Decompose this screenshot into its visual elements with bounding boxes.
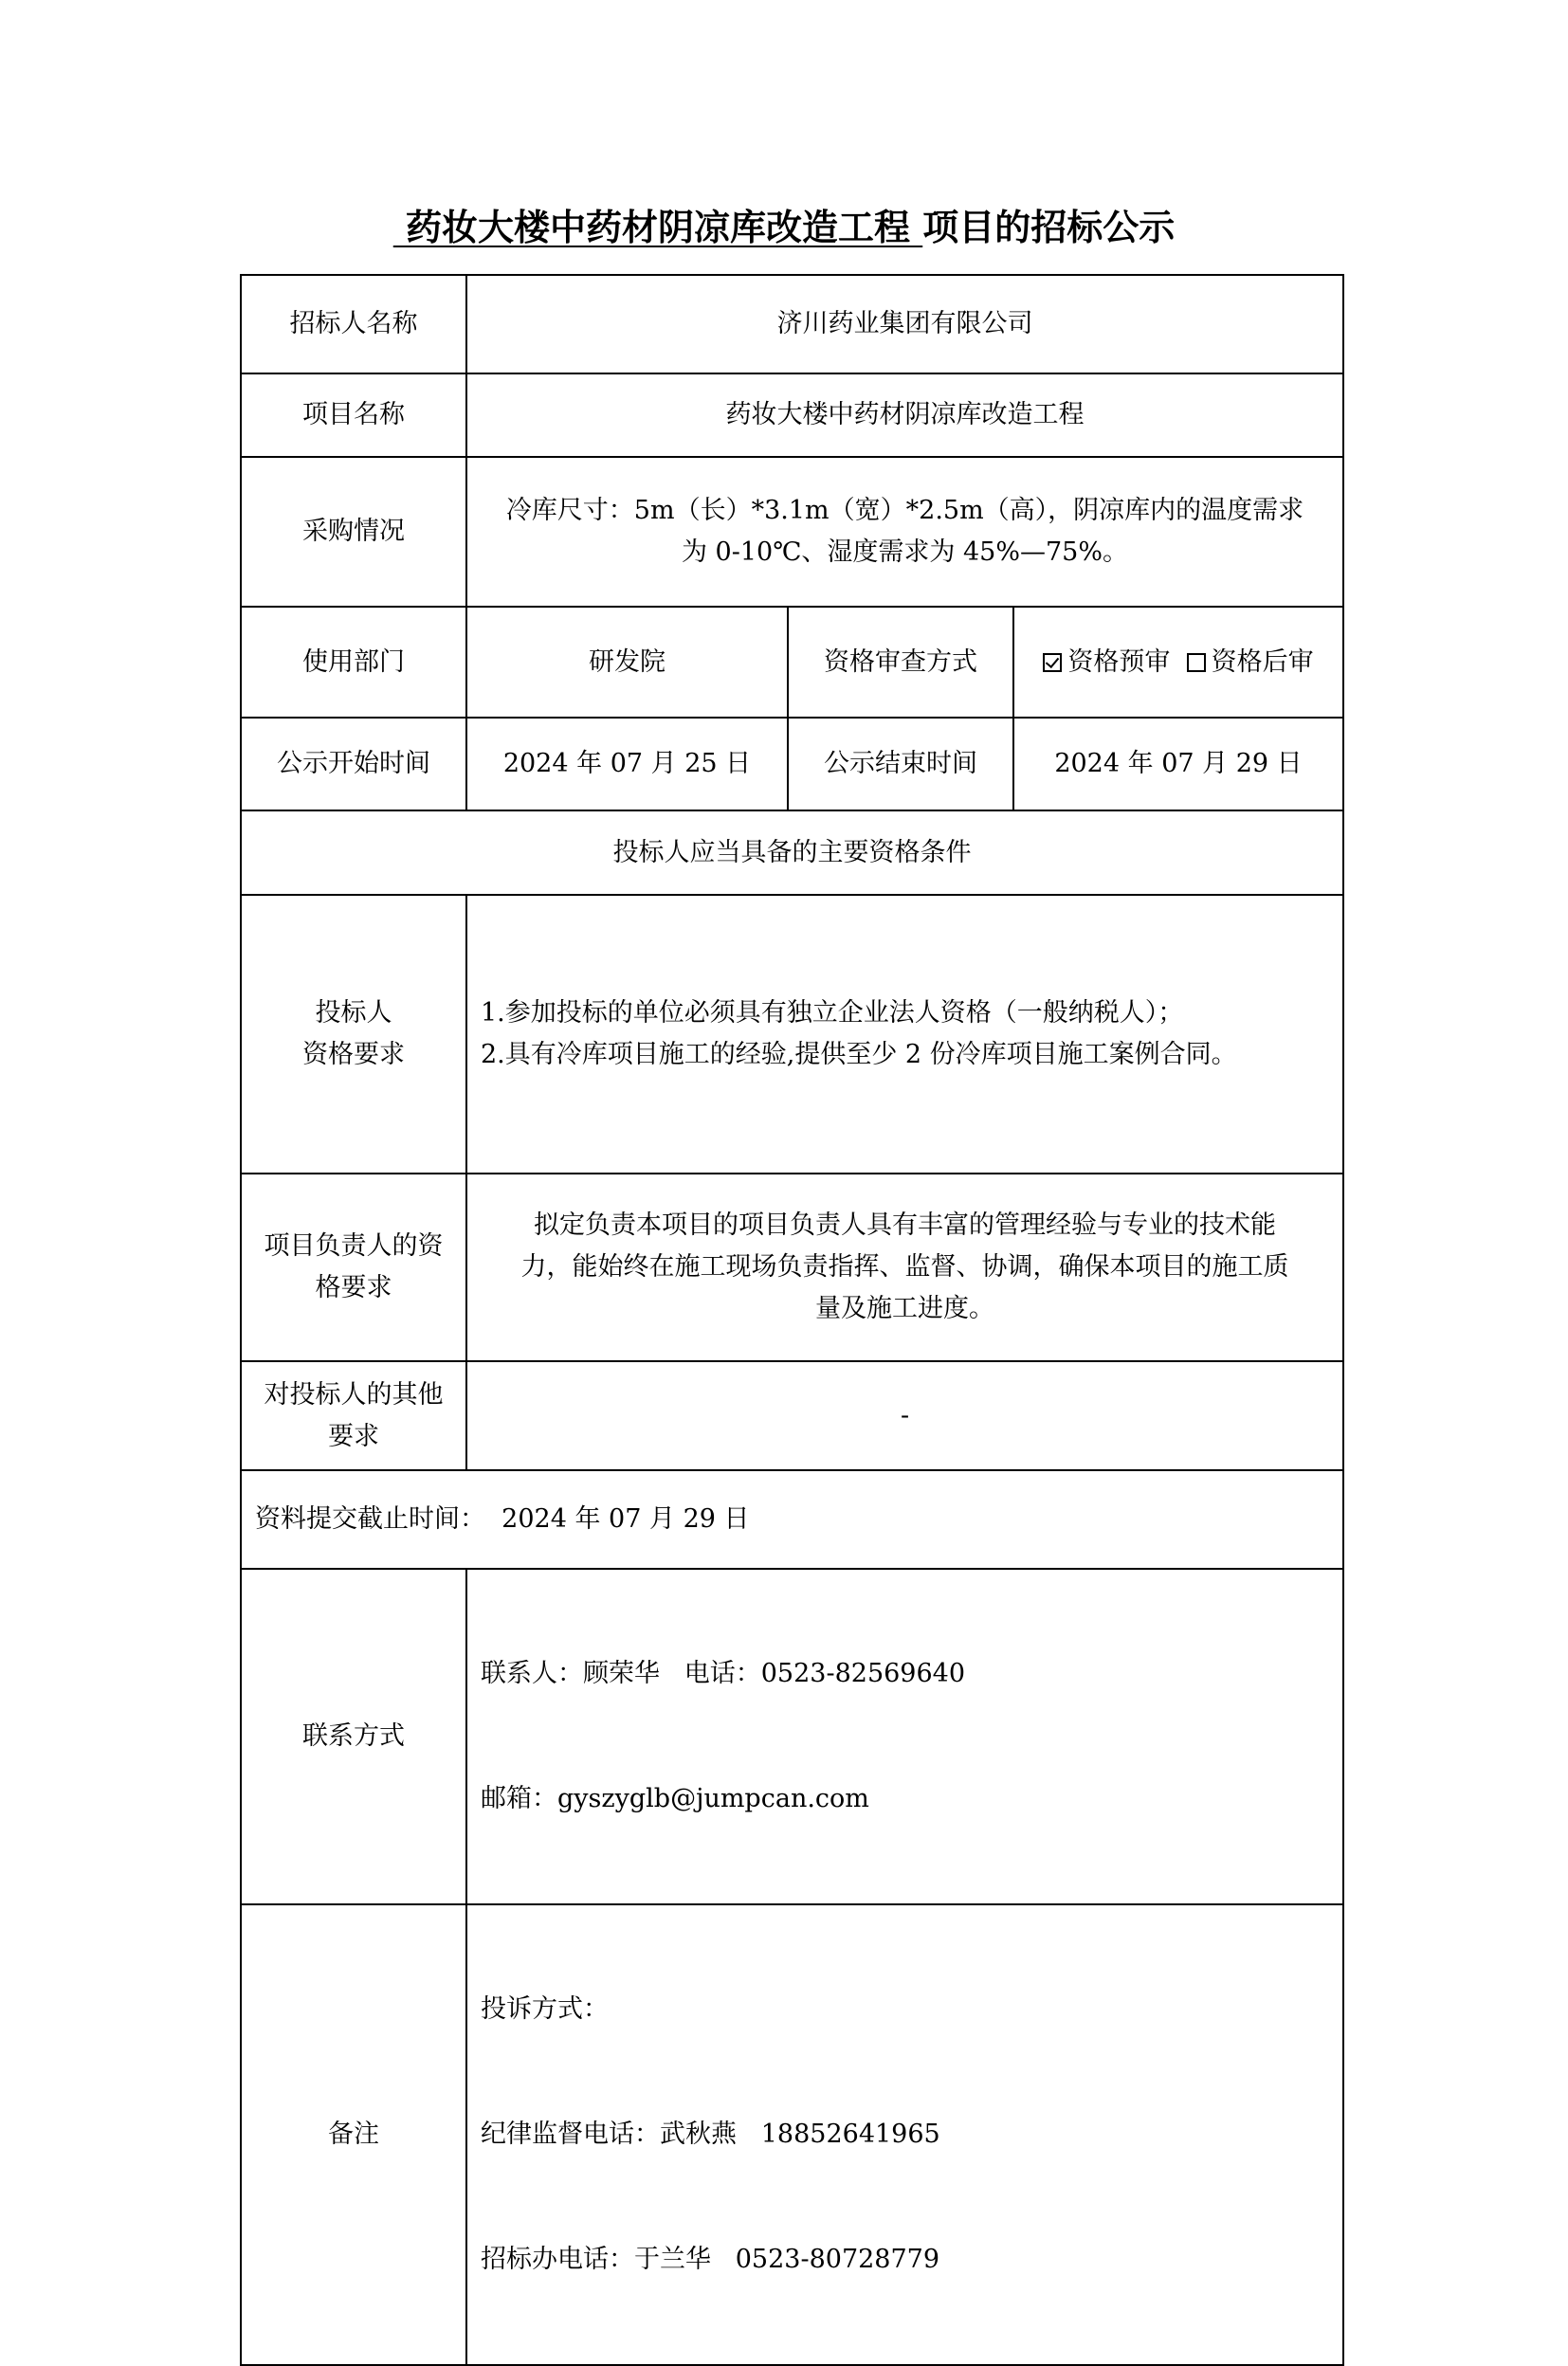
row-contact [241,1569,1343,1904]
other-label-line-2: 要求 [328,1421,379,1451]
qualification-label-line-1: 投标人 [315,998,392,1028]
manager-label [241,1174,466,1361]
bidder-value: 济川药业集团有限公司 [466,275,1343,373]
qualification-label-line-2: 资格要求 [302,1040,405,1069]
prequalification-checkbox-checked-icon[interactable] [1043,653,1062,672]
row-purchase [241,457,1343,607]
end-label: 公示结束时间 [788,718,1013,810]
qualification-item-2: 2.具有冷库项目施工的经验,提供至少 2 份冷库项目施工案例合同。 [481,1040,1237,1069]
title-suffix: 项目的招标公示 [922,207,1176,248]
purchase-label: 采购情况 [241,457,466,607]
other-label [241,1361,466,1470]
row-project [241,373,1343,457]
manager-line-3: 量及施工进度。 [815,1294,994,1323]
deadline-value: 2024 年 07 月 29 日 [501,1504,750,1534]
row-deadline [241,1470,1343,1569]
manager-label-line-1: 项目负责人的资 [264,1231,444,1261]
project-value: 药妆大楼中药材阴凉库改造工程 [466,373,1343,457]
document-title [0,201,1568,254]
other-value: - [466,1361,1343,1470]
remark-value [466,1904,1343,2365]
postqualification-label: 资格后审 [1211,646,1314,677]
qualification-value [466,895,1343,1174]
manager-line-1: 拟定负责本项目的项目负责人具有丰富的管理经验与专业的技术能 [534,1210,1276,1240]
deadline-label: 资料提交截止时间： [255,1504,485,1534]
row-department [241,607,1343,718]
purchase-value [466,457,1343,607]
row-other [241,1361,1343,1470]
row-section-header [241,810,1343,895]
title-project-name: 药妆大楼中药材阴凉库改造工程 [392,207,923,248]
prequalification-label: 资格预审 [1067,646,1171,677]
contact-line-1: 联系人：顾荣华 电话：0523-82569640 [481,1659,966,1688]
tender-notice-table [240,274,1344,2366]
postqualification-checkbox-icon[interactable] [1187,653,1206,672]
contact-line-2: 邮箱：gyszyglb@jumpcan.com [481,1784,869,1813]
row-manager [241,1174,1343,1361]
purchase-line-1: 冷库尺寸：5m（长）*3.1m（宽）*2.5m（高），阴凉库内的温度需求 [505,496,1304,525]
manager-line-2: 力，能始终在施工现场负责指挥、监督、协调，确保本项目的施工质 [520,1252,1289,1282]
manager-value [466,1174,1343,1361]
other-label-line-1: 对投标人的其他 [264,1379,444,1410]
section-header: 投标人应当具备的主要资格条件 [241,810,1343,895]
remark-line-3: 招标办电话：于兰华 0523-80728779 [481,2245,940,2274]
start-label: 公示开始时间 [241,718,466,810]
end-value: 2024 年 07 月 29 日 [1013,718,1343,810]
purchase-line-2: 为 0-10℃、湿度需求为 45%—75%。 [681,537,1129,567]
remark-label: 备注 [241,1904,466,2365]
contact-label: 联系方式 [241,1569,466,1904]
dept-value: 研发院 [466,607,788,718]
row-remark [241,1904,1343,2365]
row-qualification [241,895,1343,1174]
remark-line-1: 投诉方式： [481,1994,609,2024]
dept-label: 使用部门 [241,607,466,718]
qualification-item-1: 1.参加投标的单位必须具有独立企业法人资格（一般纳税人）； [481,998,1184,1028]
review-options [1013,607,1343,718]
row-dates [241,718,1343,810]
bidder-label: 招标人名称 [241,275,466,373]
contact-value [466,1569,1343,1904]
qualification-label [241,895,466,1174]
start-value: 2024 年 07 月 25 日 [466,718,788,810]
deadline-cell [241,1470,1343,1569]
review-label: 资格审查方式 [788,607,1013,718]
manager-label-line-2: 格要求 [315,1273,392,1302]
row-bidder [241,275,1343,373]
project-label: 项目名称 [241,373,466,457]
remark-line-2: 纪律监督电话：武秋燕 18852641965 [481,2120,940,2149]
